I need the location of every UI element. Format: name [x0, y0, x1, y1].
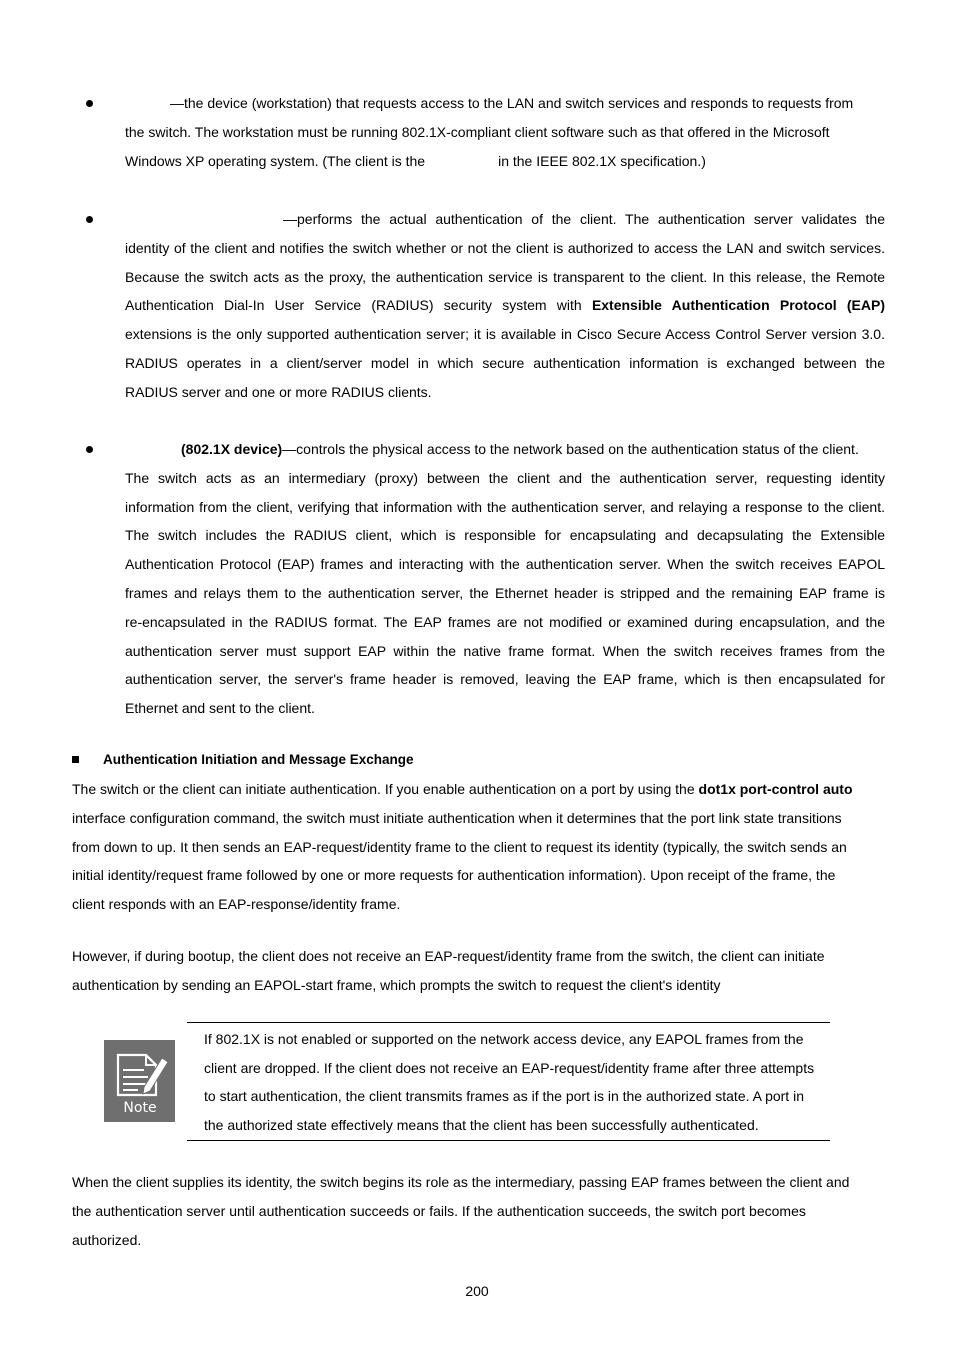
bullet-line: identity of the client and notifies the switch whether or not the client is authorized to access the LAN and switch services. [125, 239, 885, 256]
note-icon-label: Note [123, 1100, 157, 1116]
note-line: If 802.1X is not enabled or supported on the network access device, any EAPOL frames from the [204, 1031, 804, 1047]
paragraph-line: from down to up. It then sends an EAP-request/identity frame to the client to request its identity (typically, the switch sends an [72, 838, 847, 855]
bullet-line: —the device (workstation) that requests access to the LAN and switch services and responds to requests from [170, 95, 854, 111]
bullet-switch [125, 435, 885, 723]
note-box [187, 1022, 830, 1141]
square-bullet-icon [72, 756, 79, 763]
bullet-line: Because the switch acts as the proxy, the authentication service is transparent to the client. In this release, the Remote [125, 268, 885, 285]
paragraph-line: authorized. [72, 1231, 142, 1248]
bullet-line: RADIUS operates in a client/server model in which secure authentication information is exchanged between the [125, 354, 885, 371]
paragraph-line: interface configuration command, the switch must initiate authentication when it determines that the port link state transitions [72, 809, 842, 826]
bullet-line: frames and relays them to the authentication server, the Ethernet header is stripped and the remaining EAP frame is [125, 584, 885, 601]
bullet-line: The switch includes the RADIUS client, which is responsible for encapsulating and decapsulating the Extensible [125, 527, 885, 544]
note-line: to start authentication, the client transmits frames as if the port is in the authorized state. A port in [204, 1088, 804, 1105]
bullet-authentication-server [125, 205, 885, 407]
bullet-line: —controls the physical access to the network based on the authentication status of the client. [282, 441, 859, 457]
bullet-line: Windows XP operating system. (The client is the [125, 152, 426, 169]
bullet-line: the switch. The workstation must be running 802.1X-compliant client software such as that offered in the Microsoft [125, 123, 830, 140]
bullet-line: The switch acts as an intermediary (proxy) between the client and the authentication server, requesting identity [125, 469, 885, 486]
note-line: client are dropped. If the client does not receive an EAP-request/identity frame after three attempts [204, 1059, 815, 1076]
paragraph-line: the authentication server until authentication succeeds or fails. If the authentication succeeds, the switch port becomes [72, 1202, 806, 1219]
bullet-line: extensions is the only supported authentication server; it is available in Cisco Secure Access Control Server version 3.0. [125, 326, 885, 343]
bullet-line: Authentication Dial-In User Service (RADIUS) security system with [125, 297, 582, 314]
paragraph-line: When the client supplies its identity, the switch begins its role as the intermediary, passing EAP frames between the client and [72, 1174, 850, 1190]
paragraph-line: authentication by sending an EAPOL-start frame, which prompts the switch to request the client's identity [72, 976, 721, 993]
paragraph-line: client responds with an EAP-response/identity frame. [72, 896, 401, 913]
paragraph-line: initial identity/request frame followed by one or more requests for authentication information). Upon receipt of the frame, the [72, 867, 836, 884]
bullet-line: authentication server must support EAP within the native frame format. When the switch receives frames from the [125, 642, 885, 659]
command-bold: dot1x port-control auto [698, 781, 853, 797]
paragraph [72, 1168, 884, 1254]
note-line: the authorized state effectively means that the client has been successfully authenticated. [204, 1116, 759, 1133]
bullet-dot [86, 446, 93, 453]
paragraph [72, 942, 884, 1000]
bullet-line: in the IEEE 802.1X specification.) [498, 152, 706, 169]
paragraph [72, 775, 884, 919]
bullet-client [125, 89, 885, 175]
eap-bold-term: Extensible Authentication Protocol (EAP) [591, 297, 886, 314]
bullet-line: re-encapsulated in the RADIUS format. The EAP frames are not modified or examined during encapsulation, and the [125, 613, 885, 630]
paragraph-line: The switch or the client can initiate authentication. If you enable authentication on a port by using the [72, 781, 695, 797]
bullet-dot [86, 100, 93, 107]
note-text [204, 1025, 829, 1139]
bullet-dot [86, 216, 93, 223]
bullet-line: authentication server, the server's frame header is removed, leaving the EAP frame, which is then encapsulated for [125, 671, 885, 688]
note-pencil-icon [104, 1040, 175, 1122]
bold-lead: (802.1X device) [181, 441, 283, 457]
bullet-line: RADIUS server and one or more RADIUS clients. [125, 383, 432, 400]
bullet-line: Ethernet and sent to the client. [125, 700, 315, 717]
section-heading: Authentication Initiation and Message Exchange [72, 752, 414, 767]
bullet-line: Authentication Protocol (EAP) frames and interacting with the authentication server. When the switch receives EAPOL [125, 556, 885, 573]
paragraph-line: However, if during bootup, the client does not receive an EAP-request/identity frame from the switch, the client can initiate [72, 948, 825, 964]
note-icon [104, 1040, 175, 1122]
bullet-line: —performs the actual authentication of the client. The authentication server validates the [283, 211, 885, 227]
page-number: 200 [465, 1283, 489, 1299]
bullet-line: information from the client, verifying that information with the authentication server, and relaying a response to the client. [125, 498, 885, 515]
